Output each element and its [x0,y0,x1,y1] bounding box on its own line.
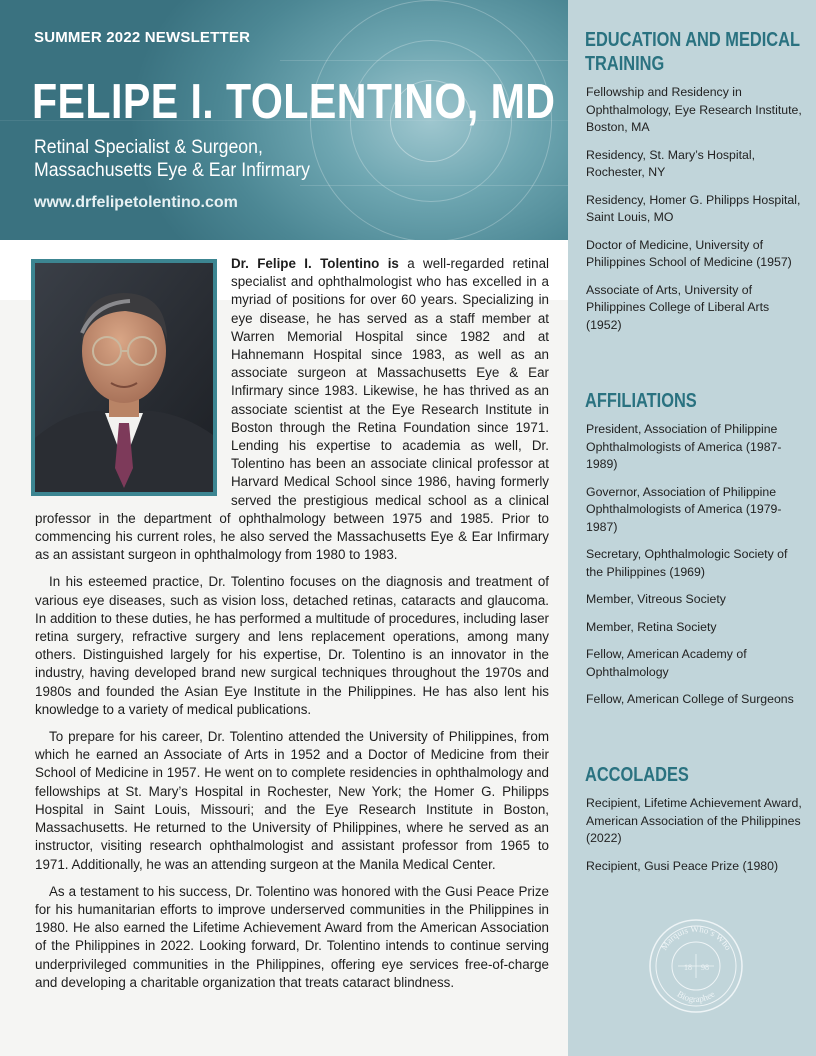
accolades-heading: ACCOLADES [585,764,689,786]
circuit-line-decoration [300,185,568,186]
subtitle-line: Retinal Specialist & Surgeon, [34,137,263,158]
affiliation-item: President, Association of Philippine Ophthalmologists of America (1987-1989) [586,422,782,471]
svg-text:Biographee [676,989,717,1004]
affiliation-item: Governor, Association of Philippine Ophthalmologists of America (1979-1987) [586,484,782,534]
newsletter-edition: SUMMER 2022 NEWSLETTER [34,29,251,46]
subtitle-line: Massachusetts Eye & Ear Infirmary [34,160,310,181]
affiliations-list [586,421,804,719]
doctor-role-subtitle [34,136,310,182]
doctor-portrait-photo [31,259,217,496]
bio-paragraph-1-text: a well-regarded retinal specialist and ophthalmologist who has excelled in a myriad of positions for over 60 years. Specializing in eye disease, he has served as a staff member at Warren Memorial Hospital since 1982 and at Hahnemann Hospital since 1983, as well as an associate surgeon at Massachusetts Eye & Ear Infirmary since 1983. Likewise, he has thrived as an associate scientist at the Eye Research Institute in Boston through the Retina Foundation since 1971. Lending his expertise to academia as well, Dr. Tolentino has been an associate clinical professor at Harvard Medical School since 1986, having formerly served the prestigious medical school as a clinical professor in the department of ophthalmology between 1975 and 1985. Prior to commencing his current roles, he also served the Massachusetts Eye & Ear Infirmary as an assistant surgeon in ophthalmology from 1980 to 1983. [35,256,549,563]
circuit-line-decoration [280,60,568,61]
doctor-name-title: FELIPE I. TOLENTINO, MD [32,75,556,129]
sidebar [568,0,816,1056]
portrait-illustration [35,263,213,492]
bio-paragraph-3: To prepare for his career, Dr. Tolentino attended the University of Philippines, from which he earned an Associate of Arts in 1952 and a Doctor of Medicine from their School of Medicine in 1957. He went on to complete residencies in ophthalmology and fellowships at St. Mary’s Hospital in Rochester, New York; the Homer G. Philipps Hospital in Saint Louis, Missouri; and the Eye Research Institute in Boston, Massachusetts. He returned to the University of Philippines, where he served as an instructor, visiting research ophthalmologist and assistant professor from 1965 to 1971. Additionally, he was an attending surgeon at the Manila Medical Center. [35,729,549,872]
accolade-item: Recipient, Lifetime Achievement Award, American Association of the Philippines (2022) [586,796,802,845]
affiliation-item: Fellow, American College of Surgeons [586,692,794,706]
education-item: Residency, St. Mary’s Hospital, Rochester, NY [586,147,756,179]
seal-emblem [648,918,744,1014]
bio-lead-in: Dr. Felipe I. Tolentino is [231,256,399,271]
seal-bottom-text: Biographee [675,988,717,1005]
affiliation-item: Secretary, Ophthalmologic Society of the Philippines (1969) [586,547,788,579]
education-list [586,84,804,344]
education-item: Fellowship and Residency in Ophthalmology, Eye Research Institute, Boston, MA [586,85,802,134]
heading-line: TRAINING [585,53,665,75]
affiliations-heading: AFFILIATIONS [585,390,697,412]
accolade-item: Recipient, Gusi Peace Prize (1980) [586,858,779,873]
bio-paragraph-2: In his esteemed practice, Dr. Tolentino focuses on the diagnosis and treatment of various eye diseases, such as vision loss, detached retinas, cataracts and glaucoma. In addition to these duties, he has performed a multitude of procedures, including laser retina surgery, refractive surgery and lens replacement operations, among many others. Distinguished largely for his expertise, Dr. Tolentino is an innovator in the industry, having developed brand new surgical techniques throughout the 1970s and 1980s and founded the Asian Eye Institute in the Philippines. He has also lent his knowledge to a variety of medical publications. [35,574,549,717]
affiliation-item: Member, Vitreous Society [586,592,726,606]
biography-article [35,255,549,1001]
newsletter-header [0,0,568,240]
education-item: Doctor of Medicine, University of Philippines School of Medicine (1957) [586,237,792,269]
seal-year-right: 98 [701,963,709,972]
seal-year-left: 18 [684,963,692,972]
heading-line: EDUCATION AND MEDICAL [585,29,801,51]
bio-paragraph-4: As a testament to his success, Dr. Tolentino was honored with the Gusi Peace Prize for his humanitarian efforts to improve underserved communities in the Philippines in 1980. He also earned the Lifetime Achievement Award from the American Association of the Philippines in 2022. Looking forward, Dr. Tolentino intends to continue serving underprivileged communities in the Philippines, offering eye services free-of-charge and developing a charitable organization that treats cataract blindness. [35,883,549,990]
education-heading [585,28,800,76]
accolades-list [586,795,804,885]
marquis-whos-who-seal [648,918,744,1014]
education-item: Associate of Arts, University of Philippines College of Liberal Arts (1952) [586,282,770,332]
education-item: Residency, Homer G. Philipps Hospital, Saint Louis, MO [586,192,801,224]
affiliation-item: Fellow, American Academy of Ophthalmology [586,647,747,679]
website-link[interactable]: www.drfelipetolentino.com [34,194,238,211]
affiliation-item: Member, Retina Society [586,619,717,634]
seal-top-text: Marquis Who’s Who [658,923,734,952]
